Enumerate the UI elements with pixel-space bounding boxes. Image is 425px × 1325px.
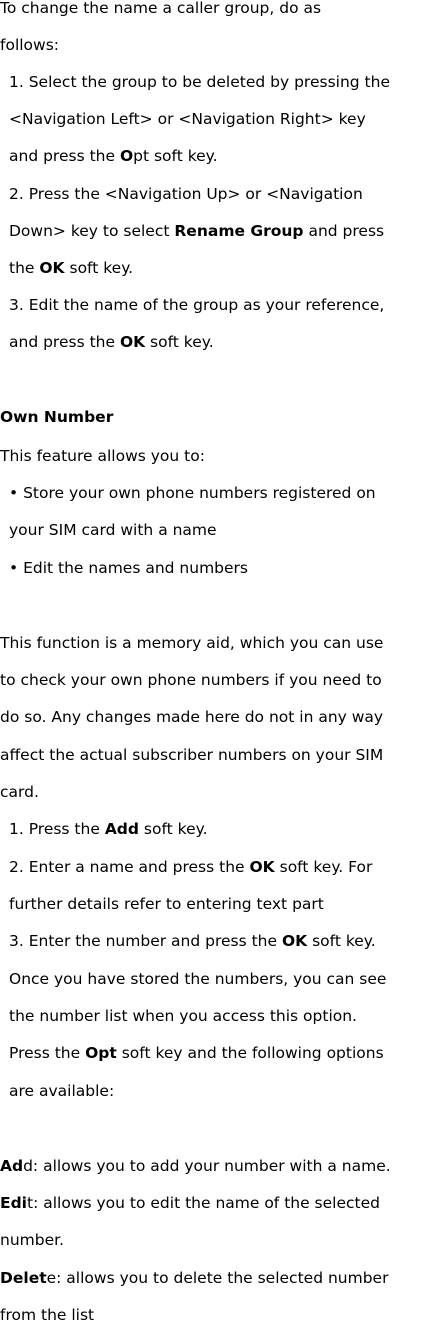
rename-step-2 <box>9 258 133 278</box>
step-text: soft key. For <box>274 858 373 876</box>
paragraph <box>0 745 383 765</box>
option-add <box>0 1156 391 1176</box>
rename-step-2 <box>9 184 363 204</box>
step-text: soft key and the following options <box>116 1044 384 1062</box>
key-name: OK <box>39 259 65 277</box>
option-description: d: allows you to add your number with a name. <box>23 1157 391 1175</box>
rename-step-1 <box>9 72 390 92</box>
rename-step-3 <box>9 332 214 352</box>
step-text: the number list when you access this option. <box>9 1007 357 1025</box>
step-text: soft key. <box>139 820 208 838</box>
key-name: OK <box>249 858 275 876</box>
key-name: Opt <box>85 1044 117 1062</box>
step-text: Once you have stored the numbers, you can see <box>9 970 387 988</box>
menu-option-name: Rename Group <box>174 222 304 240</box>
step-text: 3. Enter the number and press the <box>9 932 282 950</box>
add-note <box>9 1043 384 1063</box>
intro-line: To change the name a caller group, do as <box>0 0 322 17</box>
bullet-text: • Edit the names and numbers <box>9 559 248 577</box>
add-note <box>9 1006 357 1026</box>
option-description: from the list <box>0 1306 95 1324</box>
add-step-3 <box>9 931 376 951</box>
paragraph-text: This feature allows you to: <box>0 447 205 465</box>
add-note <box>9 1081 114 1101</box>
step-text: and press <box>303 222 385 240</box>
option-edit <box>0 1230 64 1250</box>
paragraph <box>0 782 39 802</box>
key-name: OK <box>281 932 308 950</box>
step-text: 3. Edit the name of the group as your reference, <box>9 296 385 314</box>
key-name: OK <box>119 333 146 351</box>
rename-step-2 <box>9 221 384 241</box>
step-text: 1. Select the group to be deleted by pressing the <box>9 73 390 91</box>
rename-step-1 <box>9 109 366 129</box>
add-note <box>9 969 386 989</box>
step-text: Press the <box>9 1044 86 1062</box>
paragraph <box>0 707 383 727</box>
rename-step-1 <box>9 146 218 166</box>
step-text: 2. Press the <Navigation Up> or <Navigation <box>9 185 363 203</box>
add-step-2 <box>9 857 372 877</box>
feature-intro <box>0 446 205 466</box>
bullet-item <box>9 520 217 540</box>
paragraph <box>0 670 382 690</box>
paragraph-text: This function is a memory aid, which you can use <box>0 634 384 652</box>
step-text: and press the <box>9 333 120 351</box>
intro-text <box>0 35 59 55</box>
step-text: 2. Enter a name and press the <box>9 858 250 876</box>
option-description: e: allows you to delete the selected number <box>46 1269 389 1287</box>
option-name: Ad <box>0 1157 24 1175</box>
add-step-1 <box>9 819 208 839</box>
step-text: soft key. <box>64 259 134 277</box>
step-text: are available: <box>9 1082 115 1100</box>
option-description: t: allows you to edit the name of the selected <box>27 1194 380 1212</box>
paragraph <box>0 633 383 653</box>
option-name: Delet <box>0 1269 47 1287</box>
add-step-2 <box>9 894 324 914</box>
option-description: number. <box>0 1231 64 1249</box>
paragraph-text: to check your own phone numbers if you need to <box>0 671 382 689</box>
intro-line: follows: <box>0 36 60 54</box>
key-name: O <box>119 147 134 165</box>
paragraph-text: affect the actual subscriber numbers on your SIM <box>0 746 384 764</box>
paragraph-text: card. <box>0 783 39 801</box>
step-text: and press the <box>9 147 120 165</box>
step-text: pt soft key. <box>133 147 218 165</box>
paragraph-text: do so. Any changes made here do not in any way <box>0 708 384 726</box>
option-edit <box>0 1193 380 1213</box>
key-name: Add <box>104 820 139 838</box>
bullet-item <box>9 483 376 503</box>
intro-text <box>0 0 321 18</box>
bullet-item <box>9 558 248 578</box>
step-text: soft key. <box>145 333 214 351</box>
section-heading <box>0 407 113 427</box>
step-text: Down> key to select <box>9 222 175 240</box>
section-title: Own Number <box>0 408 114 426</box>
option-delete <box>0 1305 94 1325</box>
bullet-text: your SIM card with a name <box>9 521 217 539</box>
step-text: soft key. <box>307 932 376 950</box>
bullet-text: • Store your own phone numbers registered on <box>9 484 376 502</box>
step-text: 1. Press the <box>9 820 105 838</box>
step-text: the <box>9 259 40 277</box>
option-delete <box>0 1268 388 1288</box>
option-name: Edi <box>0 1194 27 1212</box>
step-text: further details refer to entering text part <box>9 895 324 913</box>
step-text: <Navigation Left> or <Navigation Right> key <box>9 110 366 128</box>
rename-step-3 <box>9 295 384 315</box>
